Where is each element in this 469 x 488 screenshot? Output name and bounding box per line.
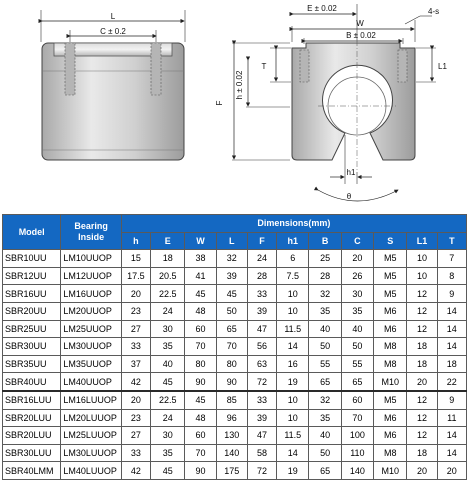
cell-dim-1: 24: [151, 409, 185, 427]
cell-dim-6: 50: [309, 444, 341, 462]
cell-dim-5: 6: [277, 250, 309, 268]
cell-model: SBR20LUU: [3, 409, 61, 427]
cell-dim-1: 22.5: [151, 285, 185, 303]
cell-dim-4: 24: [247, 250, 276, 268]
hole-callout-label: 4-s: [428, 7, 440, 16]
cell-dim-7: 60: [341, 391, 373, 409]
cell-dim-10: 20: [437, 462, 466, 480]
table-row: [3, 391, 467, 409]
cell-bearing: LM40LUUOP: [61, 462, 121, 480]
cell-dim-6: 35: [309, 302, 341, 320]
cell-dim-1: 22.5: [151, 391, 185, 409]
cell-dim-1: 20.5: [151, 267, 185, 285]
table-row: [3, 355, 467, 373]
cell-dim-10: 8: [437, 267, 466, 285]
angle-label: θ: [346, 192, 352, 201]
cell-dim-3: 96: [216, 409, 247, 427]
cell-model: SBR25UU: [3, 320, 61, 338]
dim-f-label: F: [215, 100, 224, 106]
cell-dim-2: 70: [185, 338, 216, 356]
front-view-body: [292, 43, 415, 160]
cell-model: SBR40LMM: [3, 462, 61, 480]
cell-dim-6: 40: [309, 427, 341, 445]
cell-dim-2: 45: [185, 285, 216, 303]
cell-dim-8: M5: [374, 267, 407, 285]
dim-t-label: T: [261, 62, 267, 71]
dim-h1-label: h1: [346, 168, 356, 177]
cell-dim-5: 19: [277, 462, 309, 480]
cell-dim-3: 70: [216, 338, 247, 356]
table-row: [3, 285, 467, 303]
cell-bearing: LM25UUOP: [61, 320, 121, 338]
cell-dim-7: 30: [341, 285, 373, 303]
cell-dim-5: 19: [277, 373, 309, 391]
cell-bearing: LM10UUOP: [61, 250, 121, 268]
cell-dim-3: 90: [216, 373, 247, 391]
cell-dim-2: 48: [185, 409, 216, 427]
cell-model: SBR40UU: [3, 373, 61, 391]
cell-dim-6: 32: [309, 285, 341, 303]
table-row: [3, 250, 467, 268]
cell-dim-6: 32: [309, 391, 341, 409]
cell-dim-3: 85: [216, 391, 247, 409]
cell-dim-4: 72: [247, 462, 276, 480]
cell-dim-7: 35: [341, 302, 373, 320]
cell-bearing: LM20UUOP: [61, 302, 121, 320]
cell-dim-3: 65: [216, 320, 247, 338]
cell-bearing: LM35UUOP: [61, 355, 121, 373]
cell-dim-0: 15: [121, 250, 150, 268]
cell-bearing: LM30LUUOP: [61, 444, 121, 462]
cell-dim-8: M6: [374, 320, 407, 338]
cell-dim-0: 42: [121, 462, 150, 480]
cell-model: SBR20LUU: [3, 427, 61, 445]
cell-dim-8: M5: [374, 391, 407, 409]
cell-bearing: LM12UUOP: [61, 267, 121, 285]
header-dim-2: W: [185, 232, 216, 250]
cell-bearing: LM20LUUOP: [61, 409, 121, 427]
cell-dim-2: 38: [185, 250, 216, 268]
front-view: [262, 4, 448, 201]
cell-dim-2: 80: [185, 355, 216, 373]
side-view: [41, 10, 185, 160]
cell-dim-1: 35: [151, 338, 185, 356]
cell-dim-8: M5: [374, 285, 407, 303]
cell-dim-1: 30: [151, 320, 185, 338]
cell-model: SBR10UU: [3, 250, 61, 268]
cell-dim-0: 27: [121, 427, 150, 445]
cell-bearing: LM16LUUOP: [61, 391, 121, 409]
cell-dim-2: 70: [185, 444, 216, 462]
cell-dim-6: 40: [309, 320, 341, 338]
cell-dim-0: 17.5: [121, 267, 150, 285]
cell-dim-8: M8: [374, 338, 407, 356]
cell-dim-0: 23: [121, 302, 150, 320]
cell-dim-2: 90: [185, 373, 216, 391]
cell-dim-4: 56: [247, 338, 276, 356]
cell-dim-7: 110: [341, 444, 373, 462]
cell-dim-9: 12: [407, 427, 437, 445]
cell-dim-5: 14: [277, 444, 309, 462]
cell-dim-10: 11: [437, 409, 466, 427]
cell-dim-10: 14: [437, 302, 466, 320]
cell-dim-2: 48: [185, 302, 216, 320]
cell-model: SBR12UU: [3, 267, 61, 285]
cell-dim-9: 12: [407, 302, 437, 320]
cell-dim-8: M10: [374, 373, 407, 391]
cell-dim-2: 45: [185, 391, 216, 409]
technical-drawing: [0, 0, 469, 212]
cell-dim-3: 50: [216, 302, 247, 320]
cell-dim-7: 20: [341, 250, 373, 268]
cell-dim-9: 12: [407, 391, 437, 409]
cell-dim-6: 28: [309, 267, 341, 285]
cell-model: SBR30LUU: [3, 444, 61, 462]
cell-dim-4: 33: [247, 391, 276, 409]
cell-dim-7: 50: [341, 338, 373, 356]
cell-dim-10: 14: [437, 427, 466, 445]
cell-dim-8: M6: [374, 409, 407, 427]
cell-dim-1: 18: [151, 250, 185, 268]
cell-dim-7: 140: [341, 462, 373, 480]
cell-dim-0: 42: [121, 373, 150, 391]
cell-dim-6: 50: [309, 338, 341, 356]
cell-dim-2: 90: [185, 462, 216, 480]
cell-dim-10: 14: [437, 320, 466, 338]
cell-dim-4: 63: [247, 355, 276, 373]
cell-dim-7: 26: [341, 267, 373, 285]
cell-dim-1: 30: [151, 427, 185, 445]
cell-dim-8: M6: [374, 302, 407, 320]
cell-dim-4: 33: [247, 285, 276, 303]
dim-w-label: W: [356, 19, 364, 28]
cell-dim-5: 10: [277, 302, 309, 320]
cell-dim-7: 55: [341, 355, 373, 373]
header-bearing-inside: Bearing Inside: [61, 215, 121, 250]
cell-dim-7: 70: [341, 409, 373, 427]
cell-dim-8: M5: [374, 250, 407, 268]
height-dimensions: [215, 43, 290, 160]
header-dim-3: L: [216, 232, 247, 250]
header-dim-5: h1: [277, 232, 309, 250]
cell-dim-6: 35: [309, 409, 341, 427]
cell-dim-5: 14: [277, 338, 309, 356]
cell-dim-9: 12: [407, 409, 437, 427]
cell-dim-3: 45: [216, 285, 247, 303]
cell-dim-7: 65: [341, 373, 373, 391]
cell-dim-5: 11.5: [277, 320, 309, 338]
cell-dim-1: 45: [151, 462, 185, 480]
cell-bearing: LM30UUOP: [61, 338, 121, 356]
cell-dim-10: 14: [437, 444, 466, 462]
cell-dim-4: 39: [247, 409, 276, 427]
cell-dim-0: 27: [121, 320, 150, 338]
side-view-body: [42, 43, 184, 160]
table-row: [3, 462, 467, 480]
cell-dim-10: 18: [437, 355, 466, 373]
cell-dim-9: 18: [407, 444, 437, 462]
cell-dim-8: M6: [374, 427, 407, 445]
cell-model: SBR35UU: [3, 355, 61, 373]
cell-dim-3: 39: [216, 267, 247, 285]
table-row: [3, 409, 467, 427]
cell-dim-5: 16: [277, 355, 309, 373]
cell-dim-10: 22: [437, 373, 466, 391]
header-dim-7: C: [341, 232, 373, 250]
cell-dim-2: 60: [185, 320, 216, 338]
table-row: [3, 302, 467, 320]
cell-dim-0: 33: [121, 338, 150, 356]
dim-l1-label: L1: [438, 62, 447, 71]
table-row: [3, 427, 467, 445]
cell-dim-1: 35: [151, 444, 185, 462]
cell-dim-4: 28: [247, 267, 276, 285]
cell-dim-9: 18: [407, 338, 437, 356]
dim-l-label: L: [110, 12, 116, 21]
cell-dim-1: 45: [151, 373, 185, 391]
cell-dim-5: 10: [277, 409, 309, 427]
dim-h-label: h ± 0.02: [235, 70, 244, 100]
cell-dim-8: M8: [374, 444, 407, 462]
dim-c-label: C ± 0.2: [100, 27, 126, 36]
cell-dim-0: 33: [121, 444, 150, 462]
dim-b-label: B ± 0.02: [346, 31, 376, 40]
cell-dim-3: 130: [216, 427, 247, 445]
cell-dim-3: 175: [216, 462, 247, 480]
cell-dim-1: 40: [151, 355, 185, 373]
cell-dim-1: 24: [151, 302, 185, 320]
cell-bearing: LM25LUUOP: [61, 427, 121, 445]
cell-dim-7: 100: [341, 427, 373, 445]
table-row: [3, 320, 467, 338]
header-dim-10: T: [437, 232, 466, 250]
cell-dim-0: 20: [121, 391, 150, 409]
cell-dim-7: 40: [341, 320, 373, 338]
header-dim-0: h: [121, 232, 150, 250]
cell-dim-0: 37: [121, 355, 150, 373]
cell-dim-9: 20: [407, 462, 437, 480]
cell-dim-10: 9: [437, 285, 466, 303]
header-dim-1: E: [151, 232, 185, 250]
cell-dim-3: 32: [216, 250, 247, 268]
cell-dim-9: 10: [407, 250, 437, 268]
cell-dim-3: 80: [216, 355, 247, 373]
header-dim-6: B: [309, 232, 341, 250]
header-dim-4: F: [247, 232, 276, 250]
cell-dim-9: 20: [407, 373, 437, 391]
header-dim-8: S: [374, 232, 407, 250]
cell-dim-9: 18: [407, 355, 437, 373]
table-row: [3, 267, 467, 285]
cell-dim-8: M8: [374, 355, 407, 373]
cell-model: SBR20UU: [3, 302, 61, 320]
cell-dim-5: 10: [277, 391, 309, 409]
dim-e-label: E ± 0.02: [307, 4, 337, 13]
cell-bearing: LM40UUOP: [61, 373, 121, 391]
cell-dim-10: 14: [437, 338, 466, 356]
table-row: [3, 338, 467, 356]
header-model: Model: [3, 215, 61, 250]
cell-dim-2: 41: [185, 267, 216, 285]
cell-dim-10: 7: [437, 250, 466, 268]
cell-dim-6: 65: [309, 373, 341, 391]
cell-dim-2: 60: [185, 427, 216, 445]
cell-dim-4: 47: [247, 320, 276, 338]
cell-dim-8: M10: [374, 462, 407, 480]
cell-dim-10: 9: [437, 391, 466, 409]
table-row: [3, 373, 467, 391]
cell-dim-6: 25: [309, 250, 341, 268]
header-dimensions: Dimensions(mm): [121, 215, 466, 233]
cell-model: SBR16LUU: [3, 391, 61, 409]
cell-dim-4: 47: [247, 427, 276, 445]
cell-dim-4: 72: [247, 373, 276, 391]
table-row: [3, 444, 467, 462]
cell-dim-5: 11.5: [277, 427, 309, 445]
table-body: [3, 250, 467, 480]
cell-dim-4: 58: [247, 444, 276, 462]
cell-dim-6: 55: [309, 355, 341, 373]
cell-model: SBR30UU: [3, 338, 61, 356]
cell-dim-5: 7.5: [277, 267, 309, 285]
cell-dim-9: 12: [407, 320, 437, 338]
cell-bearing: LM16UUOP: [61, 285, 121, 303]
cell-dim-9: 10: [407, 267, 437, 285]
cell-dim-4: 39: [247, 302, 276, 320]
cell-dim-3: 140: [216, 444, 247, 462]
cell-dim-6: 65: [309, 462, 341, 480]
cell-dim-9: 12: [407, 285, 437, 303]
dimension-table: [2, 214, 467, 480]
cell-dim-0: 23: [121, 409, 150, 427]
cell-dim-5: 10: [277, 285, 309, 303]
cell-model: SBR16UU: [3, 285, 61, 303]
cell-dim-0: 20: [121, 285, 150, 303]
header-dim-9: L1: [407, 232, 437, 250]
